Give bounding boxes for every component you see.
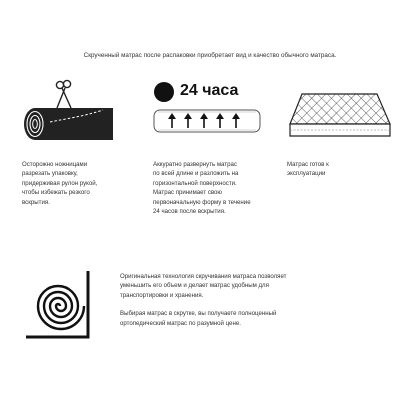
technology-text: Оригинальная технология скручивания матраса позволяет уменьшить его объем и делает матрас удобным для транспортировки и хранения. Выбирая матрас в скрутке, вы получаете полноценный ортопедический матрас по разумной цене.	[120, 273, 287, 327]
step-1-text: Осторожно ножницами разрезать упаковку, придерживая рулон рукой, чтобы избежать резкого вскрытия.	[22, 161, 98, 206]
step-2-text: Аккуратно развернуть матрас по всей длине и разложить на горизонтальной поверхности. Матрас принимает свою первоначальную форму в течение 24 часов после вскрытия.	[153, 161, 251, 216]
time-badge: 24 часа	[180, 82, 239, 99]
scissors-roll-icon	[15, 78, 125, 153]
step-3-illustration	[282, 88, 397, 148]
spiral-roll-icon	[18, 265, 98, 345]
page-header: Скрученный матрас после распаковки приобретает вид и качество обычного матраса.	[83, 52, 337, 59]
step-2-illustration	[150, 78, 270, 148]
technology-illustration	[18, 265, 98, 345]
clock-dot-icon	[154, 82, 174, 102]
step-3-text: Матрас готов к эксплуатации	[287, 161, 329, 178]
mattress-ready-icon	[282, 88, 397, 148]
step-1-illustration	[15, 78, 125, 153]
